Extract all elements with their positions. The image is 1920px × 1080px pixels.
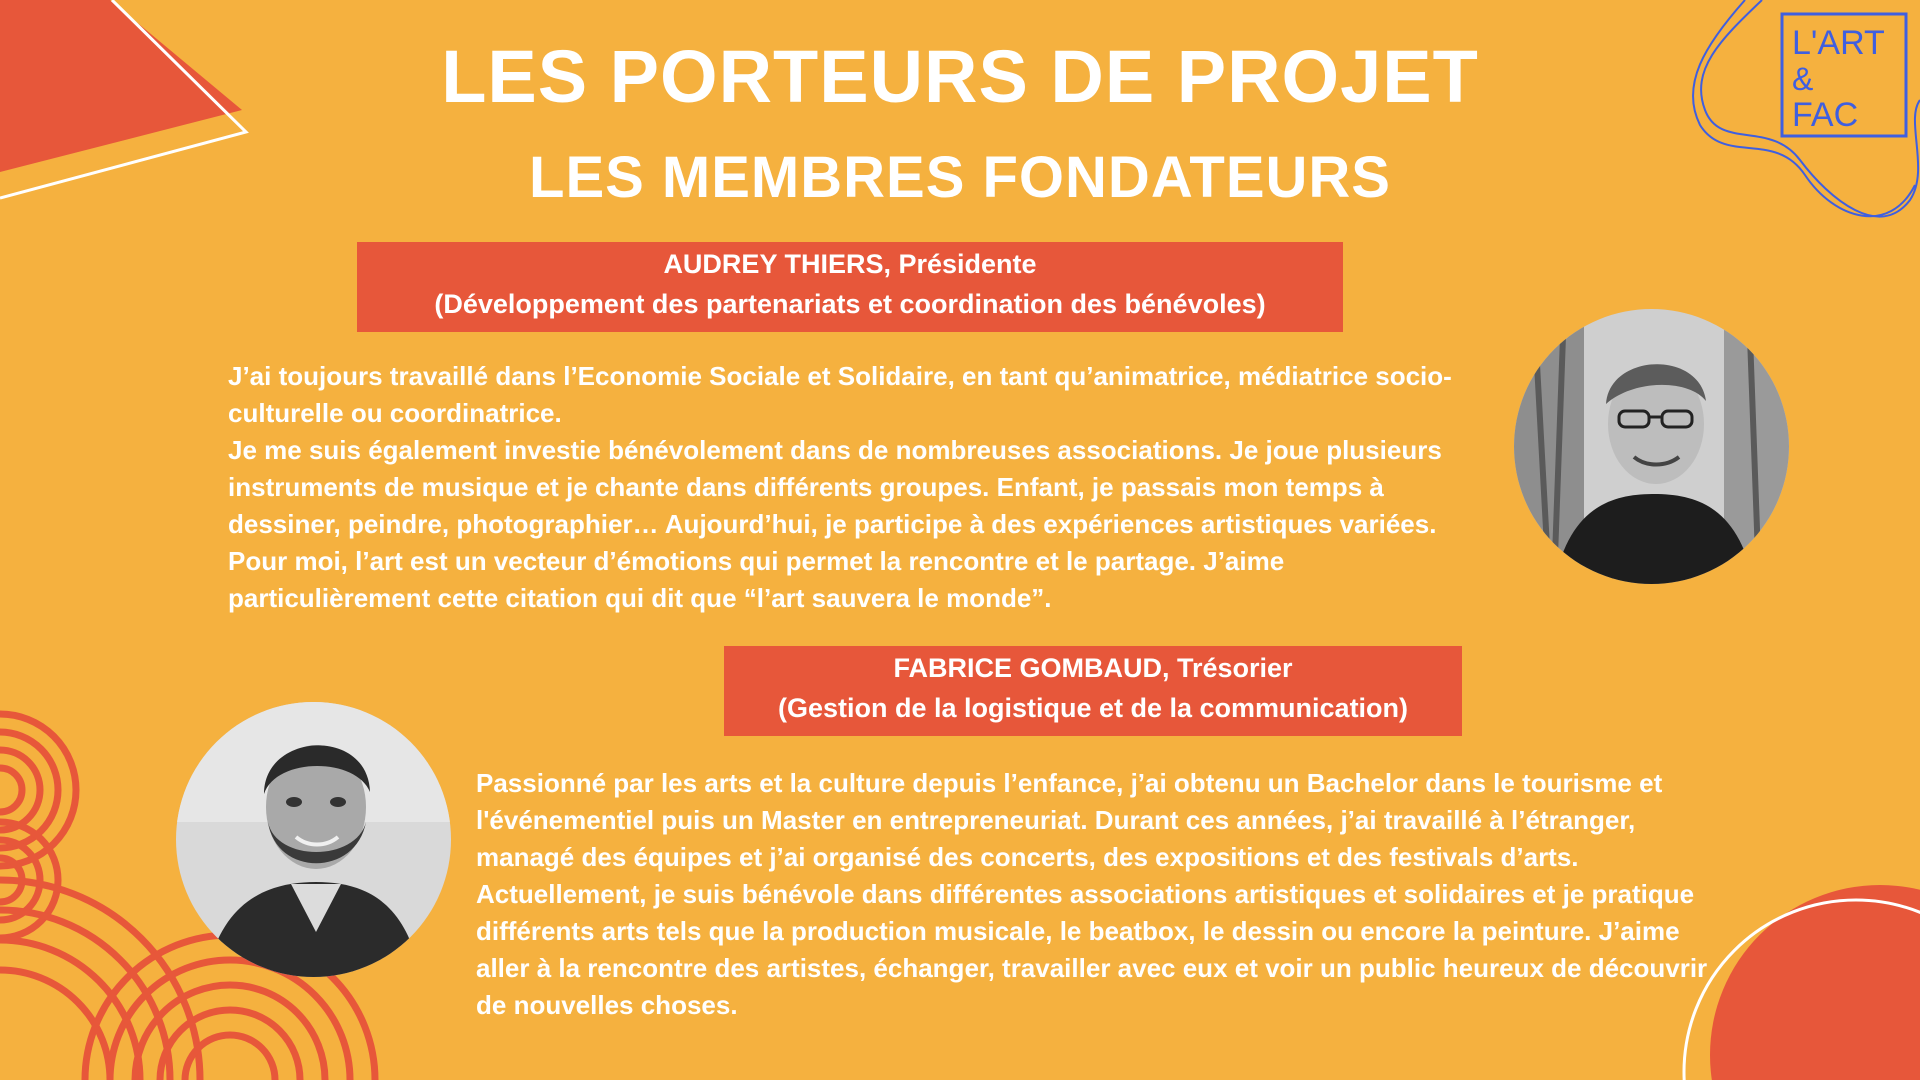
- member-role-2: , Trésorier: [1161, 653, 1293, 683]
- bio-paragraph: J’ai toujours travaillé dans l’Economie Sociale et Solidaire, en tant qu’animatrice, médiatrice socio-culturelle ou coordinatrice.: [228, 361, 1452, 428]
- member-heading-1: [357, 244, 1343, 284]
- circle-shape: [1710, 885, 1920, 1080]
- member-banner-1: [357, 242, 1343, 332]
- member-bio-2: [476, 765, 1726, 1024]
- member-heading-2: [724, 648, 1462, 688]
- member-banner-2: [724, 646, 1462, 736]
- page-subtitle: LES MEMBRES FONDATEURS: [529, 145, 1391, 210]
- member-name-1: AUDREY THIERS: [663, 249, 884, 279]
- member-responsibilities-2: (Gestion de la logistique et de la communication): [777, 693, 1409, 723]
- logo-line-2: &: [1792, 61, 1814, 97]
- bio-paragraph: Je me suis également investie bénévolement dans de nombreuses associations. Je joue plusieurs instruments de musique et je chante dans différents groupes. Enfant, je passais mon temps à dessiner, peindre, photographier… Aujourd’hui, je participe à des expériences artistiques variées. Pour moi, l’art est un vecteur d’émotions qui permet la rencontre et le partage. J’aime particulièrement cette citation qui dit que “l’art sauvera le monde”.: [228, 435, 1442, 613]
- bio-paragraph: Passionné par les arts et la culture depuis l’enfance, j’ai obtenu un Bachelor dans le tourisme et l'événementiel puis un Master en entrepreneuriat. Durant ces années, j’ai travaillé à l’étranger, managé des équipes et j’ai organisé des concerts, des expositions et des festivals d’arts. Actuellement, je suis bénévole dans différentes associations artistiques et solidaires et je pratique différents arts tels que la production musicale, le beatbox, le dessin ou encore la peinture. J’aime aller à la rencontre des artistes, échanger, travailler avec eux et voir un public heureux de découvrir de nouvelles choses.: [476, 768, 1708, 1020]
- portrait-photo: [176, 702, 451, 977]
- member-bio-1: [228, 358, 1478, 617]
- portrait-photo: [1514, 309, 1789, 584]
- member-name-2: FABRICE GOMBAUD: [893, 653, 1162, 683]
- logo-line-3: FAC: [1792, 96, 1859, 134]
- page-title: LES PORTEURS DE PROJET: [441, 35, 1479, 118]
- member-responsibilities-1: (Développement des partenariats et coordination des bénévoles): [434, 289, 1266, 319]
- member-role-1: , Présidente: [883, 249, 1037, 279]
- logo-line-1: L'ART: [1792, 24, 1885, 62]
- member-photo-1: [1514, 309, 1789, 584]
- member-photo-2: [176, 702, 451, 977]
